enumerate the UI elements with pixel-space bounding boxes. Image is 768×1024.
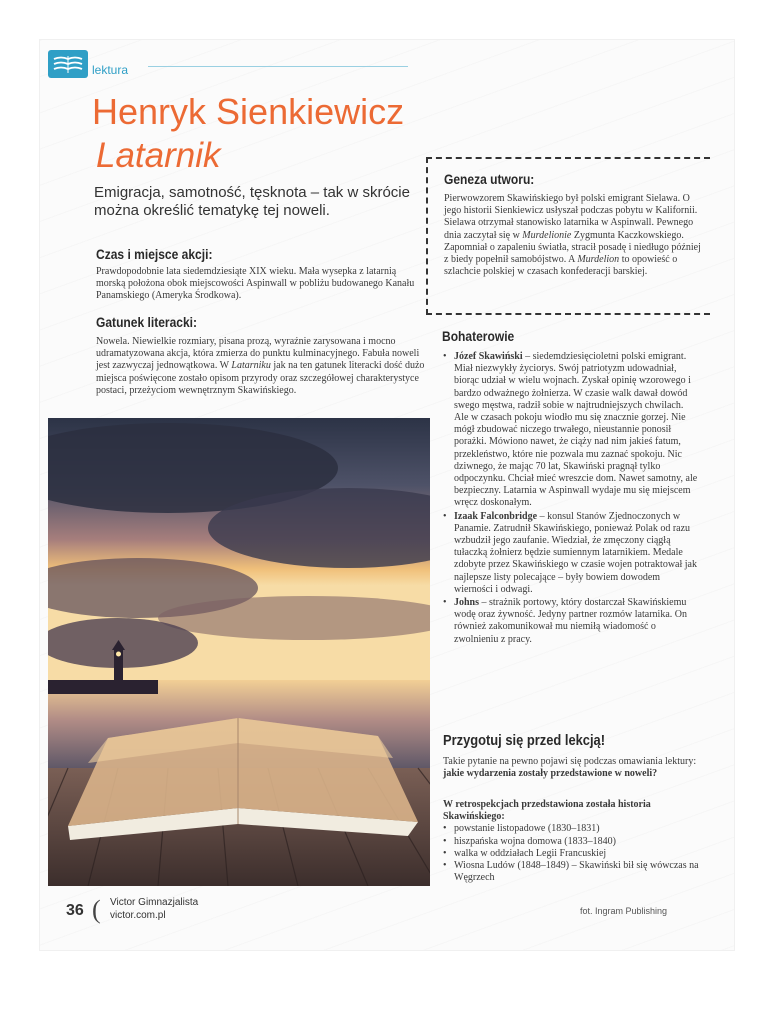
events-heading: W retrospekcjach przedstawiona została historia Skawińskiego:: [443, 799, 651, 823]
list-item: • hiszpańska wojna domowa (1833–1840): [443, 836, 705, 848]
time-place-text: Prawdopodobnie lata siedemdziesiąte XIX wieku. Mała wysepka z latarnią morską położona obok miejscowości Aspinwall w pobliżu budowanego Kanału Panamskiego (Ameryka Środkowa).: [96, 266, 415, 302]
list-item: • Johns – strażnik portowy, który dostarczał Skawińskiemu wodę oraz żywność. Jedyny partner rozmów latarnika. On również zakomunikował mu niemiłą wiadomość o zwolnieniu z pracy.: [443, 597, 699, 646]
rubric-label: lektura: [92, 63, 129, 77]
author-name: Henryk Sienkiewicz: [92, 91, 405, 132]
photo-credit: fot. Ingram Publishing: [580, 906, 668, 916]
work-title: Latarnik: [96, 136, 221, 175]
prepare-heading: Przygotuj się przed lekcją!: [443, 732, 606, 749]
list-item: • Izaak Falconbridge – konsul Stanów Zjednoczonych w Panamie. Zatrudnił Skawińskiego, ponieważ Polak od razu wzbudził jego zaufanie. Wiedział, że zmęczony ciągłą tułaczką żołnierz będzie sumiennym latarnikiem. Medale zdobyte przez Skawińskiego w czasie wojen potraktował jak najlepsze listy polecające – były bowiem dowodem wierności i odwagi.: [443, 511, 699, 596]
list-item: • Wiosna Ludów (1848–1849) – Skawiński bił się wówczas na Węgrzech: [443, 860, 705, 884]
heroes-list: [443, 351, 699, 647]
rubric-divider: [148, 66, 408, 67]
genre-text: Nowela. Niewielkie rozmiary, pisana prozą, wyraźnie zarysowana i mocno udramatyzowana akcja, która zmierza do punktu kulminacyjnego. Fabuła noweli jest zazwyczaj jednowątkowa. W Latarniku jak na ten gatunek literacki dość dużo miejsca poświęcone zostało opisom przyrody oraz szczegółowej charakterystyce postaci, przeżyciom wewnętrznym Skawińskiego.: [96, 336, 425, 396]
genre-heading: Gatunek literacki:: [96, 314, 198, 330]
heroes-heading: Bohaterowie: [442, 328, 515, 344]
footer-separator: (: [92, 895, 101, 924]
list-item: • Józef Skawiński – siedemdziesięcioletni polski emigrant. Miał niezwykły życiorys. Swój patriotyzm udowadniał, biorąc udział w wielu wojnach. Zyskał opinię wzorowego i bardzo odważnego żołnierza. W czasie walk dawał dowód swego męstwa, radził sobie w najtrudniejszych chwilach. Ale w czasach pokoju wiodło mu się znacznie gorzej. Nie mógł zbudować niczego trwałego, nieustannie ponosił porażki. Mówiono nawet, że ciąży nad nim jakieś fatum, przekleństwo, które nie pozwala mu zaznać spokoju. Nic dziwnego, że mając 70 lat, Skawiński pragnął tylko odpoczynku. Chciał mieć wreszcie dom. Nawet samotny, ale bezpieczny. Latarnia w Aspinwall wydaje mu się miejscem wręcz doskonałym.: [443, 351, 699, 510]
magazine-website: victor.com.pl: [110, 910, 166, 921]
lead-text: Emigracja, samotność, tęsknota – tak w skrócie można określić tematykę tej noweli.: [94, 184, 410, 219]
list-item: • powstanie listopadowe (1830–1831): [443, 823, 705, 835]
list-item: • walka w oddziałach Legii Francuskiej: [443, 848, 705, 860]
lighthouse-book-photo: [48, 418, 430, 886]
genesis-text: Pierwowzorem Skawińskiego był polski emigrant Sielawa. O jego historii Sienkiewicz usłyszał podczas pobytu w Kalifornii. Sielawa otrzymał stanowisko latarnika w Aspinwall. Pewnego dnia zaczytał się w Murdelionie Zygmunta Kaczkowskiego. Zapomniał o zapaleniu światła, stracił posadę i niedługo później z biedy popełnił samobójstwo. A Murdelion to opowieść o szlachcie polskiej w czasach konfederacji barskiej.: [444, 193, 701, 278]
book-icon: [48, 50, 88, 78]
genesis-heading: Geneza utworu:: [444, 171, 535, 187]
rubric: [48, 50, 128, 78]
page-number: 36: [66, 902, 84, 919]
events-block: [443, 799, 705, 884]
magazine-name: Victor Gimnazjalista: [110, 897, 199, 908]
events-list: [443, 823, 705, 884]
time-place-heading: Czas i miejsce akcji:: [96, 246, 213, 262]
prepare-text: Takie pytanie na pewno pojawi się podczas omawiania lektury: jakie wydarzenia zostały przedstawione w noweli?: [443, 756, 697, 780]
